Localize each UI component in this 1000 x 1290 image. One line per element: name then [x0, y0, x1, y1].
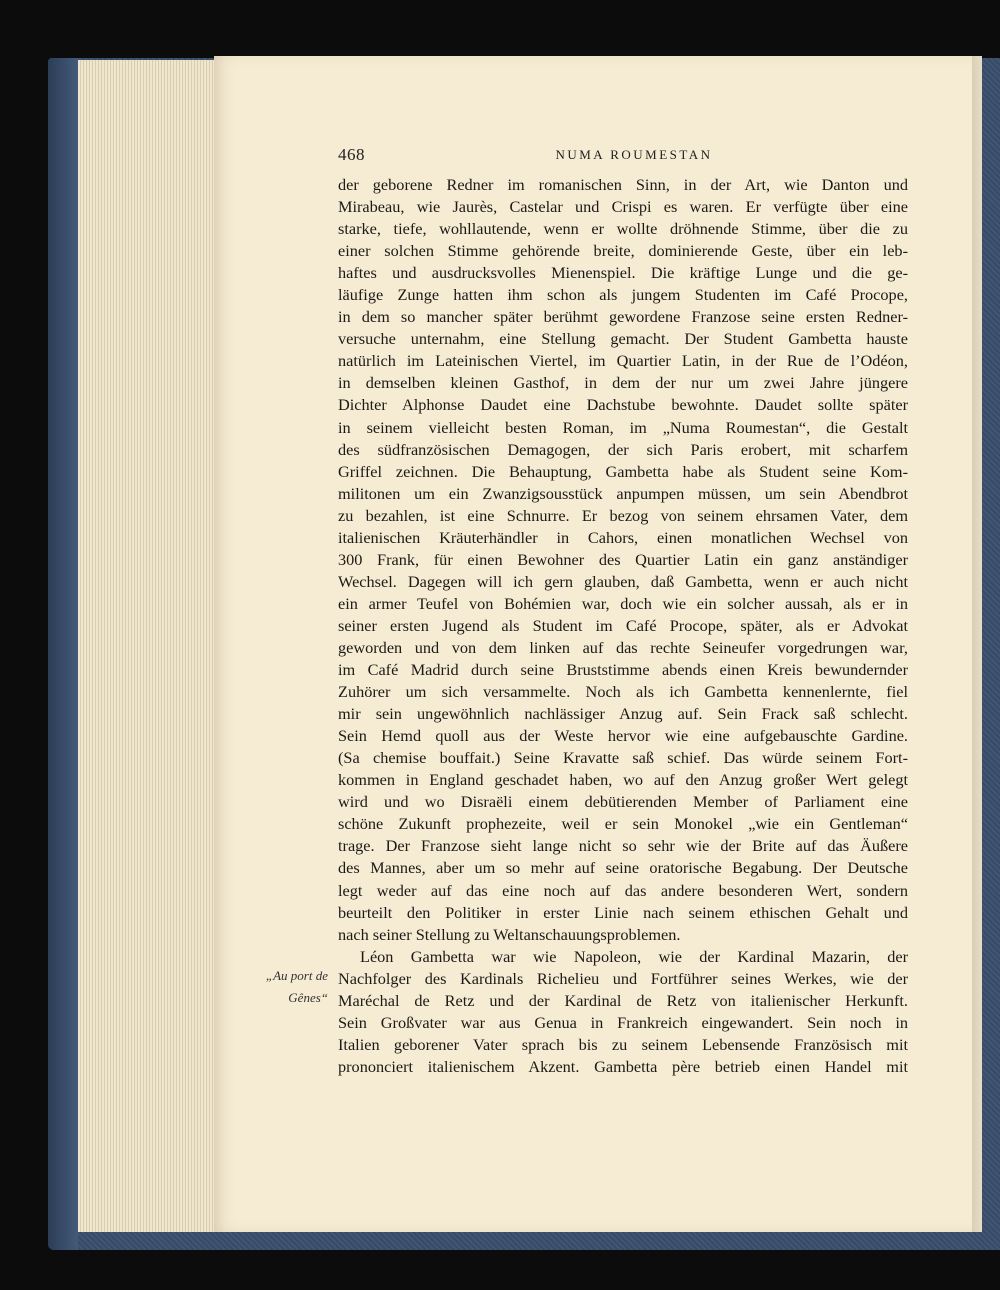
text-line: 300 Frank, für einen Bewohner des Quartier Latin ein ganz anständiger [338, 549, 908, 569]
running-head: NUMA ROUMESTAN [555, 147, 713, 162]
page-edges [78, 60, 218, 1232]
body-text [338, 174, 908, 1078]
text-line: Griffel zeichnen. Die Behauptung, Gambetta habe als Student seine Kom- [338, 461, 908, 481]
text-line: in seinem vielleicht besten Roman, im „Numa Roumestan“, die Gestalt [338, 417, 908, 437]
text-line: nach seiner Stellung zu Weltanschauungsproblemen. [338, 924, 681, 944]
text-line: wird und wo Disraëli einem debütierenden Member of Parliament eine [338, 792, 908, 812]
marginal-note [236, 965, 328, 1009]
text-line: einer solchen Stimme gehörende breite, dominierende Geste, über ein leb- [338, 241, 908, 261]
text-line: seiner ersten Jugend als Student im Café Procope, später, als er Advokat [338, 615, 908, 635]
text-line: in demselben kleinen Gasthof, in dem der nur um zwei Jahre jüngere [338, 373, 908, 393]
text-line: Sein Großvater war aus Genua in Frankreich eingewandert. Sein noch in [338, 1012, 908, 1032]
text-line: geworden und von dem linken auf das rechte Seineufer vorgedrungen war, [338, 637, 908, 657]
book-spine-edge [48, 58, 78, 1250]
marginal-note-line-1: „Au port de [265, 968, 328, 983]
text-line: Maréchal de Retz und der Kardinal de Retz von italienischer Herkunft. [338, 990, 908, 1010]
text-line: Dichter Alphonse Daudet eine Dachstube bewohnte. Daudet sollte später [338, 395, 908, 415]
marginal-note-line-2: Gênes“ [288, 990, 328, 1005]
text-line: des Mannes, aber um so mehr auf seine oratorische Begabung. Der Deutsche [338, 858, 908, 878]
text-line: mir sein ungewöhnlich nachlässiger Anzug auf. Sein Frack saß schlecht. [338, 704, 908, 724]
text-line: Sein Hemd quoll aus der Weste hervor wie eine aufgebauschte Gardine. [338, 726, 908, 746]
text-line: des südfranzösischen Demagogen, der sich Paris erobert, mit scharfem [338, 439, 908, 459]
text-line: haftes und ausdrucksvolles Mienenspiel. Die kräftige Lunge und die ge- [338, 263, 908, 283]
text-line: militonen um ein Zwanzigsousstück anpumpen müssen, um sein Abendbrot [338, 483, 908, 503]
page-gutter [972, 56, 982, 1232]
text-line: läufige Zunge hatten ihm schon als jungem Studenten im Café Procope, [338, 285, 908, 305]
text-line: der geborene Redner im romanischen Sinn, in der Art, wie Danton und [338, 175, 908, 194]
text-line: legt weder auf das eine noch auf das andere besonderen Wert, sondern [338, 880, 908, 900]
text-line: Nachfolger des Kardinals Richelieu und Fortführer seines Werkes, wie der [338, 968, 908, 988]
text-line: (Sa chemise bouffait.) Seine Kravatte saß schief. Das würde seinem Fort- [338, 748, 908, 768]
text-line: kommen in England geschadet haben, wo auf den Anzug großer Wert gelegt [338, 770, 908, 790]
text-line: natürlich im Lateinischen Viertel, im Quartier Latin, in der Rue de l’Odéon, [338, 351, 908, 371]
text-line: Léon Gambetta war wie Napoleon, wie der Kardinal Mazarin, der [360, 946, 908, 966]
text-line: schöne Zukunft prophezeite, weil er sein Monokel „wie ein Gentleman“ [338, 814, 908, 834]
text-line: Italien geborener Vater sprach bis zu seinem Lebensende Französisch mit [338, 1034, 908, 1054]
text-line: beurteilt den Politiker in erster Linie nach seinem ethischen Gehalt und [338, 902, 908, 922]
page-header [338, 145, 908, 167]
text-line: versuche unternahm, eine Stellung gemacht. Der Student Gambetta hauste [338, 329, 908, 349]
text-line: starke, tiefe, wohllautende, wenn er wollte dröhnende Stimme, über die zu [338, 219, 908, 239]
text-line: trage. Der Franzose sieht lange nicht so sehr wie der Brite auf das Äußere [338, 836, 908, 856]
text-line: zu bezahlen, ist eine Schnurre. Er bezog von seinem ehrsamen Vater, dem [338, 505, 908, 525]
text-line: Zuhörer um sich versammelte. Noch als ich Gambetta kennenlernte, fiel [338, 682, 908, 702]
text-line: in dem so mancher später berühmt gewordene Franzose seine ersten Redner- [338, 307, 908, 327]
text-line: Wechsel. Dagegen will ich gern glauben, daß Gambetta, wenn er auch nicht [338, 571, 908, 591]
text-line: ein armer Teufel von Bohémien war, doch wie ein solcher aussah, als er in [338, 593, 908, 613]
page-number: 468 [338, 145, 365, 164]
text-line: prononciert italienischem Akzent. Gambetta père betrieb einen Handel mit [338, 1056, 908, 1076]
text-line: Mirabeau, wie Jaurès, Castelar und Crispi es waren. Er verfügte über eine [338, 197, 908, 217]
text-line: italienischen Kräuterhändler in Cahors, einen monatlichen Wechsel von [338, 527, 908, 547]
text-line: im Café Madrid durch seine Bruststimme abends einen Kreis bewundernder [338, 660, 908, 680]
